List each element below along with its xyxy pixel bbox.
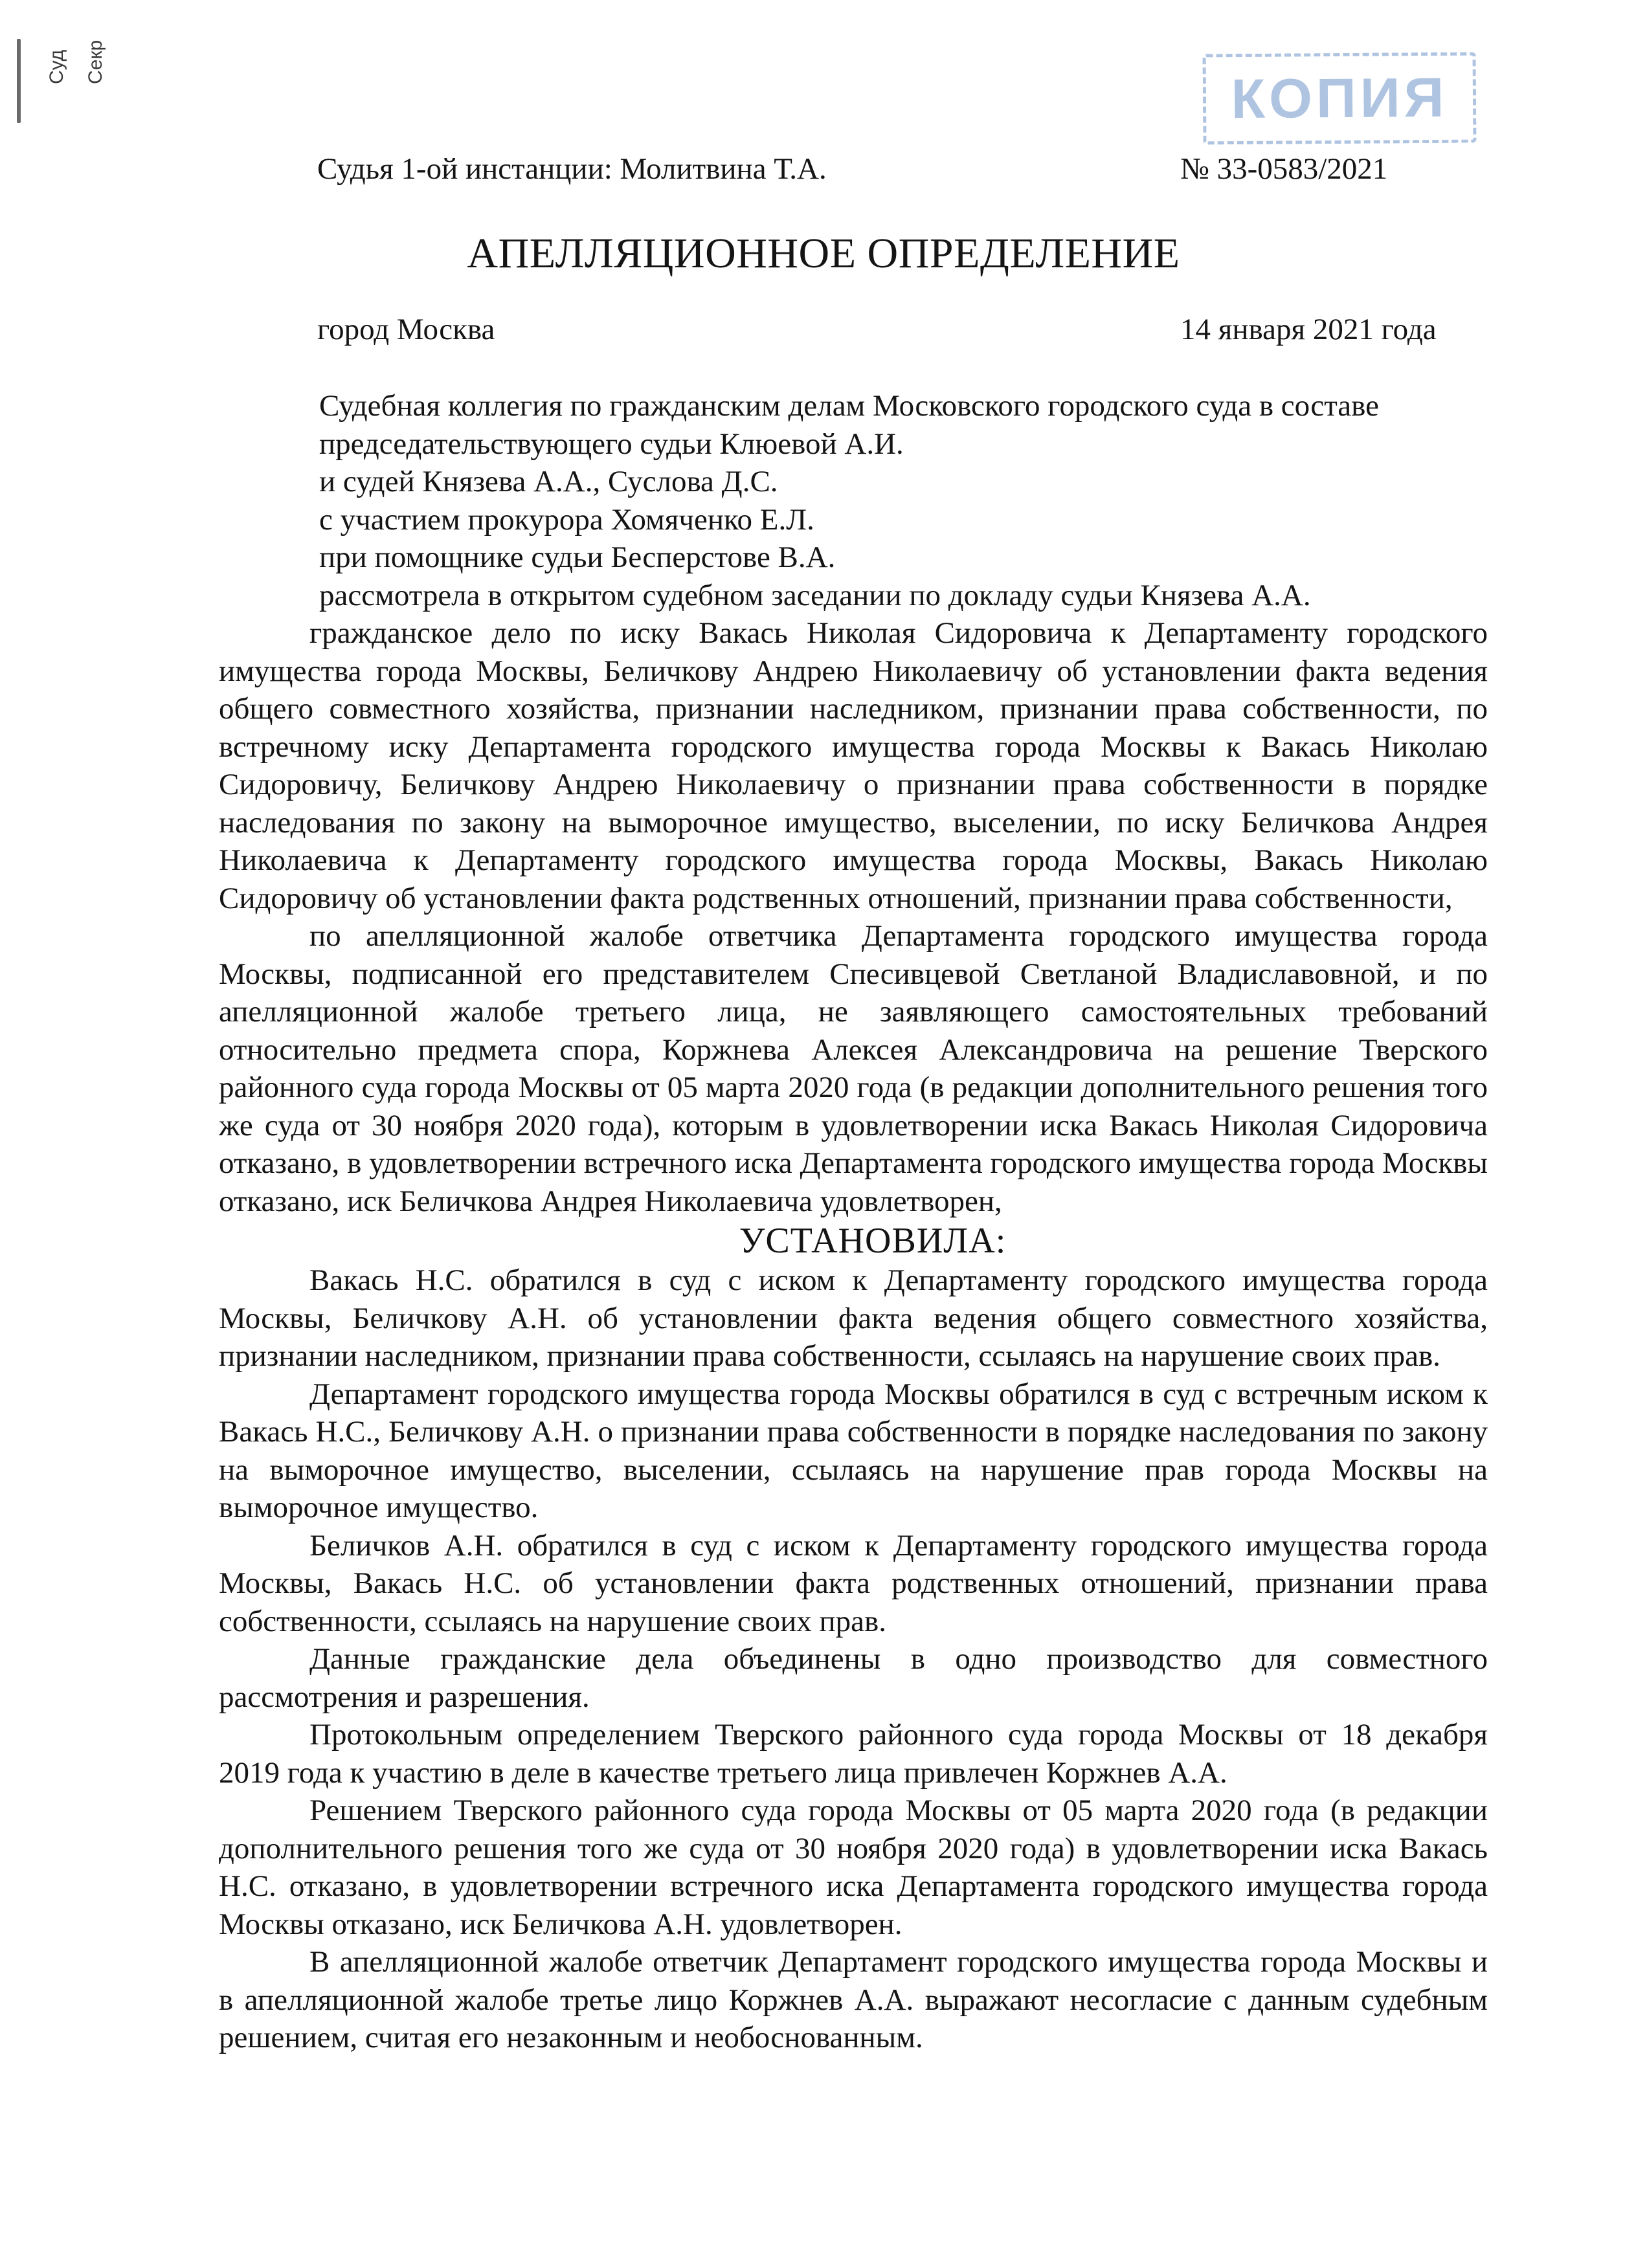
body-paragraph: Департамент городского имущества города Москвы обратился в суд с встречным иском к Вакась Н.С., Беличкову А.Н. о признании права собственности в порядке наследования по закону на выморочное имущество, выселении, ссылаясь на нарушение прав города Москвы на выморочное имущество. bbox=[219, 1377, 1488, 1524]
intro-line: Судебная коллегия по гражданским делам Московского городского суда в составе bbox=[319, 389, 1379, 423]
margin-rule bbox=[17, 39, 21, 123]
body-paragraph: В апелляционной жалобе ответчик Департамент городского имущества города Москвы и в апелляционной жалобе третье лицо Коржнев А.А. выражают несогласие с данным судебным решением, считая его незаконным и необоснованным. bbox=[219, 1945, 1488, 2054]
body-paragraph: Беличков А.Н. обратился в суд с иском к Департаменту городского имущества города Москвы, Вакась Н.С. об установлении факта родственных отношений, признании права собственности, ссылаясь на нарушение своих прав. bbox=[219, 1528, 1488, 1638]
document-body bbox=[219, 387, 1488, 2057]
body-paragraph: Протокольным определением Тверского районного суда города Москвы от 18 декабря 2019 года к участию в деле в качестве третьего лица привлечен Коржнев А.А. bbox=[219, 1718, 1488, 1790]
body-paragraph: Решением Тверского районного суда города Москвы от 05 марта 2020 года (в редакции дополнительного решения того же суда от 30 ноября 2020 года) в удовлетворении иска Вакась Н.С. отказано, в удовлетворении встречного иска Департамента городского имущества города Москвы отказано, иск Беличкова А.Н. удовлетворен. bbox=[219, 1794, 1488, 1941]
case-number: № 33-0583/2021 bbox=[1180, 152, 1388, 186]
hearing-date: 14 января 2021 года bbox=[1180, 313, 1437, 346]
first-instance-judge: Судья 1-ой инстанции: Молитвина Т.А. bbox=[317, 152, 827, 186]
document-title: АПЕЛЛЯЦИОННОЕ ОПРЕДЕЛЕНИЕ bbox=[467, 230, 1180, 277]
body-paragraph: Данные гражданские дела объединены в одно производство для совместного рассмотрения и разрешения. bbox=[219, 1642, 1488, 1714]
city: город Москва bbox=[317, 313, 495, 346]
margin-note-secretary: Секр bbox=[85, 39, 106, 84]
appeal-description-paragraph: по апелляционной жалобе ответчика Департамента городского имущества города Москвы, подписанной его представителем Спесивцевой Светланой Владиславовной, и по апелляционной жалобе третьего лица, не заявляющего самостоятельных требований относительно предмета спора, Коржнева Алексея Александровича на решение Тверского районного суда города Москвы от 05 марта 2020 года (в редакции дополнительного решения того же суда от 30 ноября 2020 года), которым в удовлетворении иска Вакась Николая Сидоровича отказано, в удовлетворении встречного иска Департамента городского имущества города Москвы отказано, иск Беличкова Андрея Николаевича удовлетворен, bbox=[219, 919, 1488, 1218]
section-heading: УСТАНОВИЛА: bbox=[739, 1221, 1007, 1261]
copy-stamp bbox=[1203, 52, 1477, 145]
copy-stamp-text: КОПИЯ bbox=[1231, 66, 1448, 130]
intro-line: и судей Князева А.А., Суслова Д.С. bbox=[319, 465, 778, 498]
intro-line: с участием прокурора Хомяченко Е.Л. bbox=[319, 502, 814, 537]
intro-line: председательствующего судьи Клюевой А.И. bbox=[319, 427, 904, 461]
intro-line: при помощнике судьи Бесперстове В.А. bbox=[319, 540, 836, 574]
margin-note-court: Суд bbox=[46, 49, 67, 84]
intro-line: рассмотрела в открытом судебном заседании по докладу судьи Князева А.А. bbox=[319, 578, 1311, 612]
case-description-paragraph: гражданское дело по иску Вакась Николая Сидоровича к Департаменту городского имущества города Москвы, Беличкову Андрею Николаевичу об установлении факта ведения общего совместного хозяйства, признании наследником, признании права собственности, по встречному иску Департамента городского имущества города Москвы к Вакась Николаю Сидоровичу, Беличкову Андрею Николаевичу о признании права собственности в порядке наследования по закону на выморочное имущество, выселении, по иску Беличкова Андрея Николаевича к Департаменту городского имущества города Москвы, Вакась Николаю Сидоровичу об установлении факта родственных отношений, признании права собственности, bbox=[219, 616, 1488, 915]
body-paragraph: Вакась Н.С. обратился в суд с иском к Департаменту городского имущества города Москвы, Беличкову А.Н. об установлении факта ведения общего совместного хозяйства, признании наследником, признании права собственности, ссылаясь на нарушение своих прав. bbox=[219, 1263, 1488, 1373]
margin-note bbox=[38, 0, 115, 84]
